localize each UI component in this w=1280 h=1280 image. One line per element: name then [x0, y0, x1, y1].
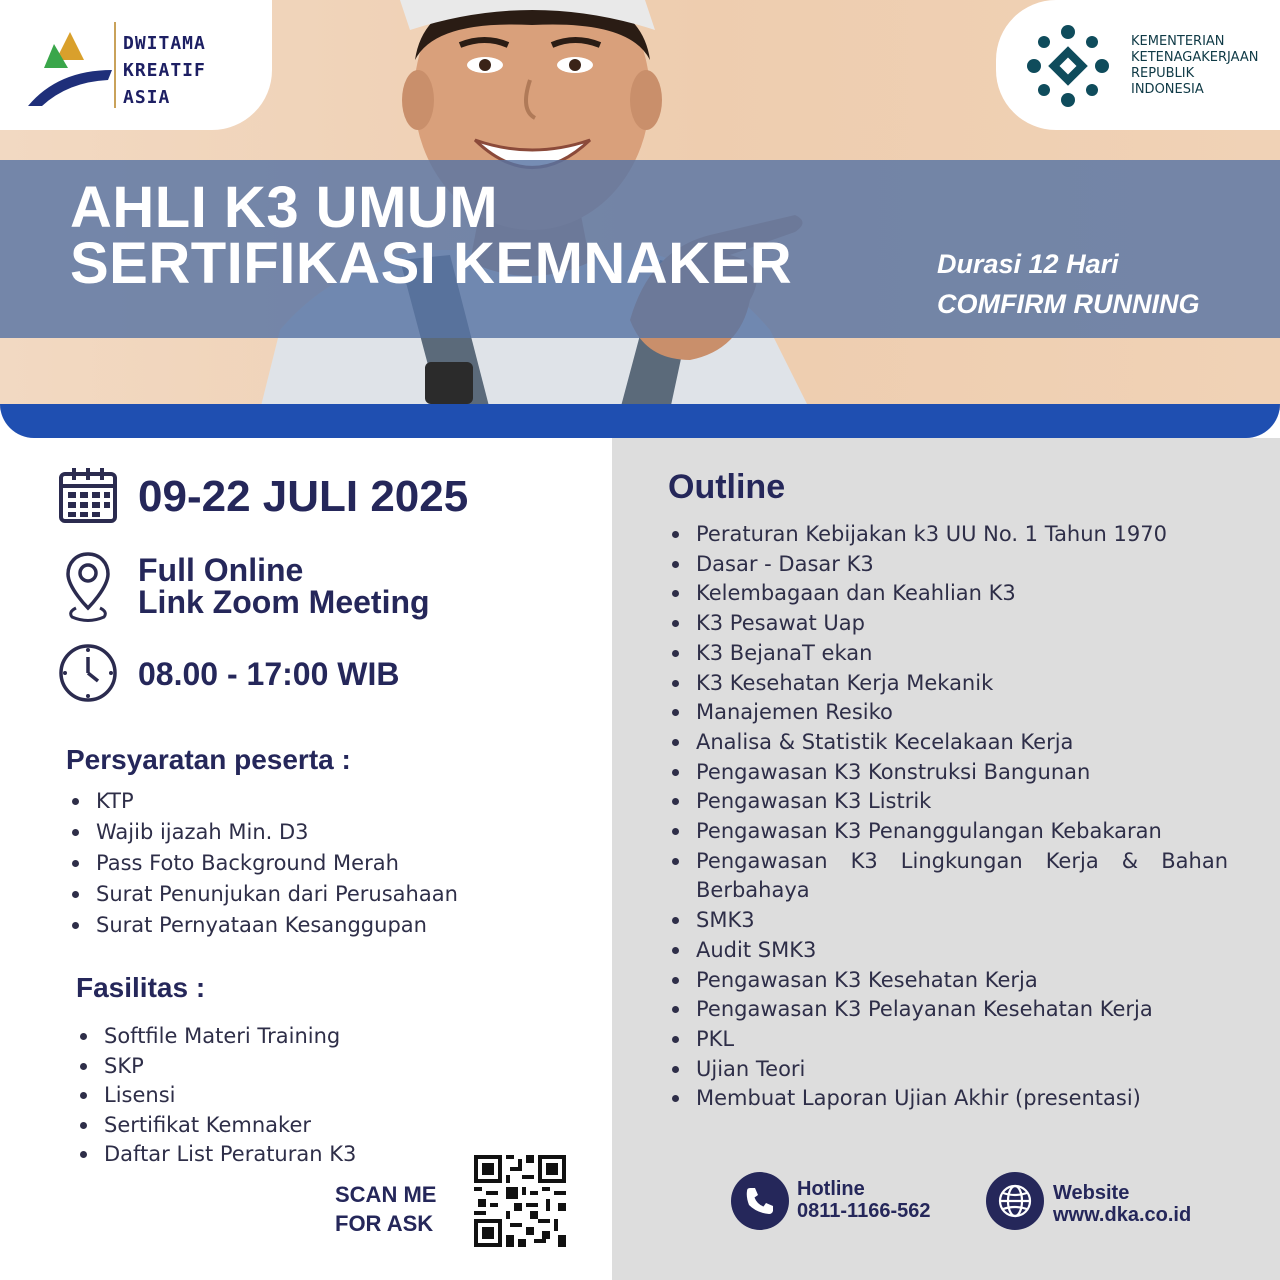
list-item: Pengawasan K3 Konstruksi Bangunan: [670, 758, 1228, 788]
list-item: Pengawasan K3 Pelayanan Kesehatan Kerja: [670, 995, 1228, 1025]
hotline-label: Hotline: [797, 1178, 865, 1200]
company-name-line1: DWITAMA: [123, 33, 206, 54]
list-item: Analisa & Statistik Kecelakaan Kerja: [670, 728, 1228, 758]
company-name-line2: KREATIF: [123, 60, 206, 81]
list-item: Daftar List Peraturan K3: [78, 1140, 356, 1170]
globe-glyph-icon: [997, 1183, 1033, 1219]
clock-icon: [58, 643, 118, 703]
globe-icon[interactable]: [986, 1172, 1044, 1230]
list-item: Sertifikat Kemnaker: [78, 1111, 356, 1141]
list-item: Dasar - Dasar K3: [670, 550, 1228, 580]
hero-title-line1: AHLI K3 UMUM: [70, 175, 499, 240]
list-item: Pengawasan K3 Penanggulangan Kebakaran: [670, 817, 1228, 847]
event-location: [138, 554, 430, 618]
ministry-name: [1131, 34, 1259, 98]
list-item: Lisensi: [78, 1081, 356, 1111]
location-line2: Link Zoom Meeting: [138, 584, 430, 620]
facilities-title: Fasilitas :: [76, 972, 206, 1003]
hero-side-info: [937, 244, 1199, 324]
list-item: Surat Penunjukan dari Perusahaan: [70, 879, 458, 910]
list-item: SKP: [78, 1052, 356, 1082]
list-item: Ujian Teori: [670, 1055, 1228, 1085]
facilities-list: [78, 1022, 356, 1170]
outline-title: Outline: [668, 468, 786, 506]
list-item: Softfile Materi Training: [78, 1022, 356, 1052]
list-item: K3 Kesehatan Kerja Mekanik: [670, 669, 1228, 699]
hero-title-line2: SERTIFIKASI KEMNAKER: [70, 231, 793, 296]
list-item: KTP: [70, 786, 458, 817]
list-item: Kelembagaan dan Keahlian K3: [670, 579, 1228, 609]
scan-label: [335, 1180, 436, 1238]
location-line1: Full Online: [138, 552, 304, 588]
list-item: Wajib ijazah Min. D3: [70, 817, 458, 848]
qr-code-icon[interactable]: [474, 1155, 566, 1247]
company-name: [123, 30, 206, 111]
hero-title: [70, 175, 793, 296]
website-value[interactable]: www.dka.co.id: [1053, 1204, 1192, 1226]
company-logo-icon: [28, 30, 112, 106]
phone-glyph-icon: [744, 1185, 776, 1217]
ministry-name-line1: KEMENTERIAN: [1131, 34, 1225, 49]
requirements-title: Persyaratan peserta :: [66, 744, 351, 775]
blue-divider-strip: [0, 404, 1280, 438]
list-item: Surat Pernyataan Kesanggupan: [70, 910, 458, 941]
outline-list: [670, 520, 1228, 1114]
list-item: Pass Foto Background Merah: [70, 848, 458, 879]
event-date: 09-22 JULI 2025: [138, 472, 469, 521]
phone-icon[interactable]: [731, 1172, 789, 1230]
status-text: COMFIRM RUNNING: [937, 289, 1200, 319]
location-pin-icon: [64, 550, 112, 624]
list-item: K3 Pesawat Uap: [670, 609, 1228, 639]
website-label: Website: [1053, 1182, 1130, 1204]
company-name-line3: ASIA: [123, 87, 171, 108]
list-item: PKL: [670, 1025, 1228, 1055]
scan-line2: FOR ASK: [335, 1211, 434, 1236]
list-item: SMK3: [670, 906, 1228, 936]
scan-line1: SCAN ME: [335, 1182, 437, 1207]
list-item: Membuat Laporan Ujian Akhir (presentasi): [670, 1084, 1228, 1114]
requirements-list: [70, 786, 458, 941]
hotline-block[interactable]: [797, 1178, 930, 1222]
ministry-logo-card: [996, 0, 1280, 130]
list-item: Peraturan Kebijakan k3 UU No. 1 Tahun 1970: [670, 520, 1228, 550]
ministry-name-line3: REPUBLIK: [1131, 66, 1195, 81]
company-logo-card: [0, 0, 272, 130]
list-item: Audit SMK3: [670, 936, 1228, 966]
list-item: Pengawasan K3 Lingkungan Kerja & Bahan Berbahaya: [670, 847, 1228, 906]
list-item: K3 BejanaT ekan: [670, 639, 1228, 669]
logo-divider: [114, 22, 116, 108]
ministry-logo-icon: [1024, 22, 1112, 110]
list-item: Pengawasan K3 Listrik: [670, 787, 1228, 817]
calendar-icon: [58, 466, 118, 524]
event-time: 08.00 - 17:00 WIB: [138, 656, 400, 692]
website-block[interactable]: [1053, 1182, 1191, 1226]
list-item: Manajemen Resiko: [670, 698, 1228, 728]
duration-text: Durasi 12 Hari: [937, 249, 1119, 279]
list-item: Pengawasan K3 Kesehatan Kerja: [670, 966, 1228, 996]
ministry-name-line4: INDONESIA: [1131, 82, 1204, 97]
ministry-name-line2: KETENAGAKERJAAN: [1131, 50, 1259, 65]
hotline-value[interactable]: 0811-1166-562: [797, 1200, 931, 1222]
